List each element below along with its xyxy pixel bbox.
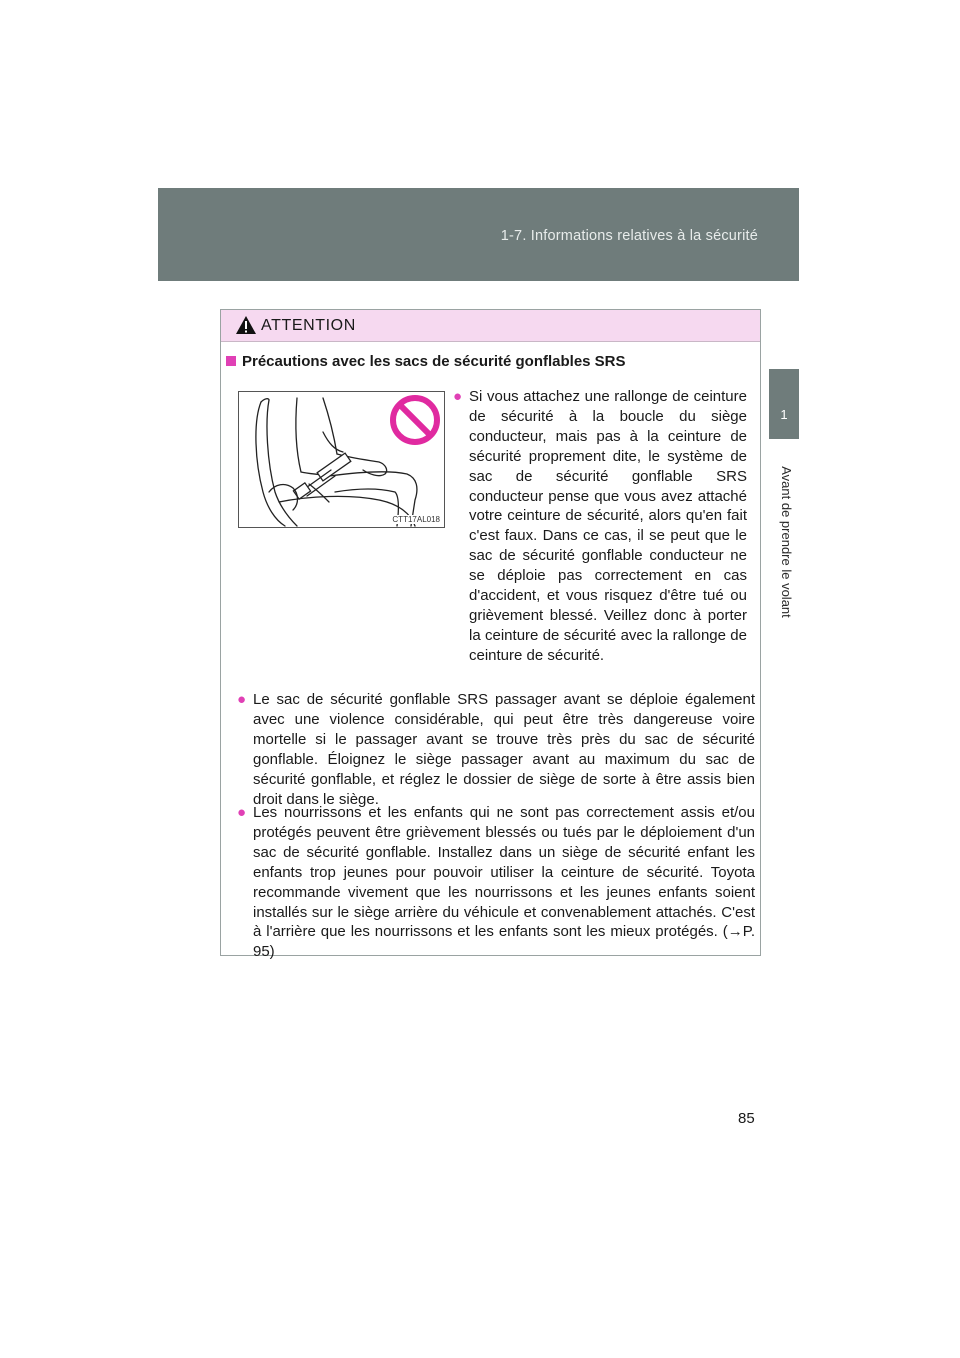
bullet-icon: ● <box>237 691 247 708</box>
warning-item-2-text: Le sac de sécurité gonflable SRS passager avant se déploie également avec une violence considérable, qui peut être très dangereuse voire mortelle si le passager avant se trouve très près du sac de sécurité gonflable. Éloignez le siège passager avant au maximum du sac de sécurité gonflable, et réglez le dossier de siège de sorte à être assis bien droit dans le siège. <box>253 691 755 808</box>
section-title <box>226 353 626 370</box>
bullet-icon: ● <box>237 804 247 821</box>
warning-item-2 <box>237 690 755 809</box>
section-square-icon <box>226 356 236 366</box>
warning-item-1-text: Si vous attachez une rallonge de ceinture de sécurité à la boucle du siège conducteur, mais pas à la ceinture de sécurité proprement dite, le système de sac de sécurité gonflable SRS conducteur pense que vous avez attaché votre ceinture de sécurité, alors qu'en fait c'est faux. Dans ce cas, il se peut que le sac de sécurité gonflable conducteur ne se déploie pas correctement en cas d'accident, et vous risquez d'être tué ou grièvement blessé. Veillez donc à porter la ceinture de sécurité avec la rallonge de ceinture de sécurité. <box>469 388 747 664</box>
warning-item-3-text: Les nourrissons et les enfants qui ne sont pas correctement assis et/ou protégés peuvent être grièvement blessés ou tués par le déploiement d'un sac de sécurité gonflable. Installez dans un siège de sécurité enfant les enfants trop jeunes pour pouvoir utiliser la ceinture de sécurité. Toyota recommande vivement que les nourrissons et les jeunes enfants soient installés sur le siège arrière du véhicule et convenablement attachés. C'est à l'arrière que les nourrissons et les enfants sont les mieux protégés. (→P. 95) <box>253 804 755 961</box>
bullet-icon: ● <box>453 388 463 405</box>
header-band <box>158 188 799 281</box>
warning-item-3 <box>237 803 755 962</box>
section-header: 1-7. Informations relatives à la sécurité <box>500 228 758 244</box>
prohibition-sign <box>393 398 437 442</box>
section-title-text: Précautions avec les sacs de sécurité gonflables SRS <box>242 353 626 370</box>
warning-item-1 <box>453 387 747 666</box>
warning-title: ATTENTION <box>261 317 356 334</box>
chapter-tab <box>769 369 799 439</box>
warning-triangle-icon <box>235 315 257 335</box>
chapter-label: Avant de prendre le volant <box>779 466 794 618</box>
warning-box <box>220 309 761 961</box>
seatbelt-illustration <box>238 391 445 528</box>
chapter-number: 1 <box>780 407 788 422</box>
illustration-code: CTT17AL018 <box>392 515 440 524</box>
warning-header <box>221 310 760 342</box>
page-number: 85 <box>738 1110 755 1127</box>
seatbelt-drawing <box>239 392 444 527</box>
chapter-label-vertical <box>774 466 794 618</box>
